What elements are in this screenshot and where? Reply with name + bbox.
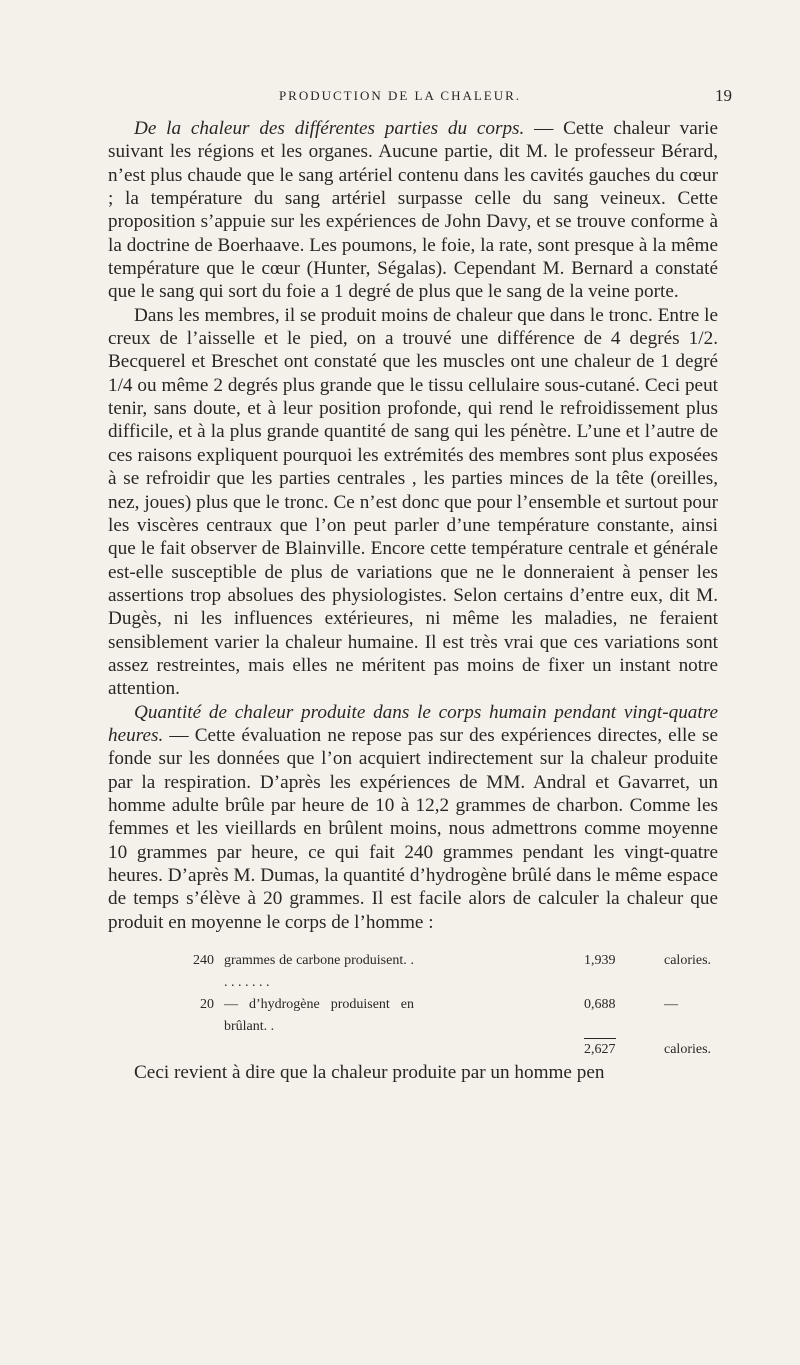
calorie-value: 0,688 [584, 997, 616, 1013]
calorie-value: 1,939 [584, 953, 616, 969]
paragraph-section2 [108, 701, 718, 934]
desc-cell [224, 994, 414, 1038]
unit-value: — [224, 997, 238, 1013]
qty-value: 20 [200, 997, 214, 1013]
section-title-quantite-chaleur: Quantité de chaleur produite dans le corps humain pendant vingt-quatre heures. [108, 701, 718, 746]
paragraph-section1 [108, 117, 718, 304]
table-total-row [108, 1038, 718, 1061]
page-body [108, 117, 718, 1084]
section-title-chaleur-parties: De la chaleur des différentes parties du corps. [134, 118, 525, 139]
qty-value: 240 [193, 953, 214, 969]
calorie-unit: calories. [664, 953, 712, 969]
qty-cell [108, 994, 224, 1016]
desc-value: d’hydrogène produisent en brûlant. . [224, 997, 415, 1035]
section2-text: — Cette évaluation ne repose pas sur des expériences directes, elle se fonde sur les données que l’on acquiert indirectement sur la chaleur produite par la respiration. D’après les expériences de MM. Andral et Gavarret, un homme adulte brûle par heure de 10 à 12,2 grammes de charbon. Comme les femmes et les vieillards en brûlent moins, nous admettrons comme moyenne 10 grammes par heure, ce qui fait 240 grammes pendant les vingt-quatre heures. D’après M. Dumas, la quantité d’hydrogène brûlé dans le même espace de temps s’élève à 20 grammes. Il est facile alors de calculer la chaleur que produit en moyenne le corps de l’homme : [108, 724, 718, 933]
page-number: 19 [715, 86, 732, 105]
table-row [108, 950, 718, 994]
unit-value: grammes [224, 953, 276, 969]
paragraph-membres: Dans les membres, il se produit moins de chaleur que dans le tronc. Entre le creux de l’aisselle et le pied, on a trouvé une différence de 4 degrés 1/2. Becquerel et Breschet ont constaté que les muscles ont une chaleur de 1 degré 1/4 ou même 2 degrés plus grande que le tissu cellulaire sous-cutané. Ceci peut tenir, sans doute, et à leur position profonde, qui rend le refroidissement plus difficile, et à la plus grande quantité de sang qui les pénètre. L’une et l’autre de ces raisons expliquent pourquoi les extrémités des membres sont plus exposées à se refroidir que les parties centrales , les parties minces de la tête (oreilles, nez, joues) plus que le tronc. Ce n’est donc que pour l’ensemble et surtout pour les viscères centraux que l’on peut parler d’une température constante, ainsi que le fait observer de Blainville. Encore cette température centrale et générale est-elle susceptible de plus de variations que ne le donneraient à penser les assertions trop absolues des physiologistes. Selon certains d’entre eux, dit M. Dugès, ni les influences extérieures, ni même les maladies, ne feraient sensiblement varier la chaleur humaine. Il est très vrai que ces variations sont assez restreintes, mais elles ne méritent pas moins de fixer un instant notre attention. [108, 304, 718, 700]
closing-line: Ceci revient à dire que la chaleur produite par un homme pen [134, 1062, 605, 1084]
desc-cell [224, 950, 414, 994]
total-unit: calories. [664, 1042, 712, 1058]
table-row [108, 994, 718, 1038]
section1-text: — Cette chaleur varie suivant les régions et les organes. Aucune partie, dit M. le professeur Bérard, n’est plus chaude que le sang artériel contenu dans les cavités gauches du cœur ; la température du sang artériel surpasse celle du sang veineux. Cette proposition s’appuie sur les expériences de John Davy, et se trouve conforme à la doctrine de Boerhaave. Les poumons, le foie, la rate, sont presque à la même température que le cœur (Hunter, Ségalas). Cependant M. Bernard a constaté que le sang qui sort du foie a 1 degré de plus que le sang de la veine porte. [108, 118, 719, 303]
total-value: 2,627 [584, 1038, 616, 1061]
desc-value: de carbone produisent. . . . . . . . . [224, 953, 414, 991]
running-header: PRODUCTION DE LA CHALEUR. [278, 88, 522, 103]
total-cell [584, 1038, 664, 1061]
qty-cell [108, 950, 224, 972]
calorie-table [108, 950, 718, 1061]
calorie-unit: — [664, 997, 678, 1013]
